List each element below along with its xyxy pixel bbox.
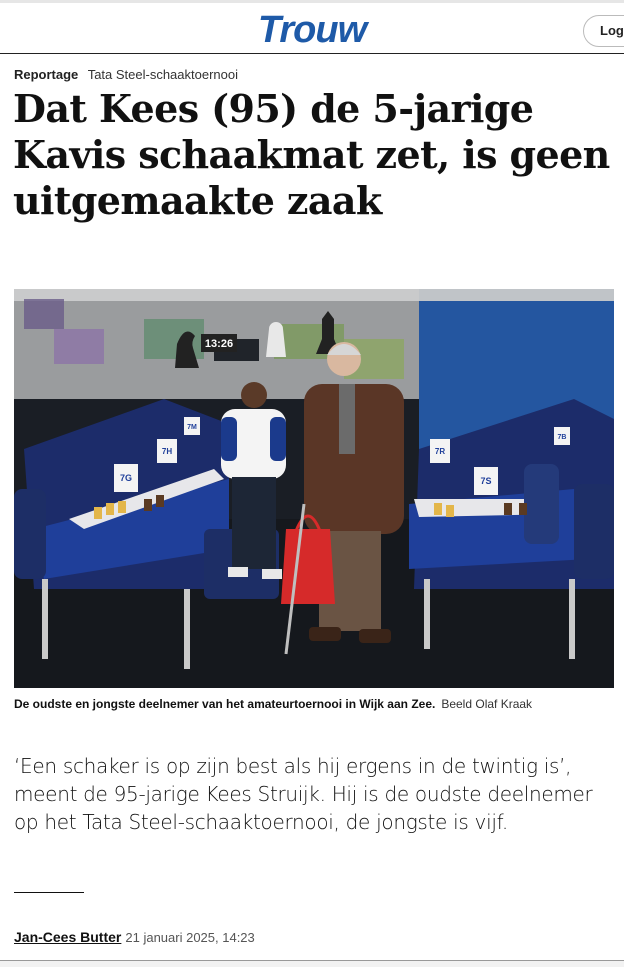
site-header — [0, 0, 624, 54]
table-sign: 7R — [434, 447, 446, 456]
photo-caption — [14, 697, 614, 711]
publish-date: 21 januari 2025, 14:23 — [125, 930, 255, 945]
table-sign: 7G — [119, 473, 133, 483]
article-headline: Dat Kees (95) de 5-jarige Kavis schaakmat zet, is geen uitgemaakte zaak — [13, 86, 610, 223]
photo-illustration — [14, 289, 614, 688]
trouw-logo[interactable]: Trouw — [257, 9, 367, 51]
table-sign: 7M — [187, 424, 197, 431]
table-sign: 7B — [557, 434, 567, 441]
login-button[interactable]: Log — [583, 15, 624, 47]
article-intro: ‘Een schaker is op zijn best als hij ergens in de twintig is’, meent de 95-jarige Kees Struijk. Hij is de oudste deelnemer op het Tata Steel-schaaktoernooi, de jongste is vijf. — [14, 754, 593, 834]
genre-label: Reportage — [14, 67, 79, 82]
byline — [14, 929, 255, 945]
photo-clock: 13:26 — [204, 338, 234, 350]
table-sign: 7H — [161, 447, 173, 456]
article-kicker — [14, 67, 238, 82]
caption-text: De oudste en jongste deelnemer van het amateurtoernooi in Wijk aan Zee. — [14, 697, 436, 711]
article-photo[interactable] — [14, 289, 614, 688]
topic-link[interactable]: Tata Steel-schaaktoernooi — [87, 67, 238, 82]
photo-credit: Beeld Olaf Kraak — [441, 697, 533, 711]
table-sign: 7S — [480, 476, 492, 486]
author-link[interactable]: Jan-Cees Butter — [14, 929, 122, 945]
divider — [14, 892, 84, 893]
